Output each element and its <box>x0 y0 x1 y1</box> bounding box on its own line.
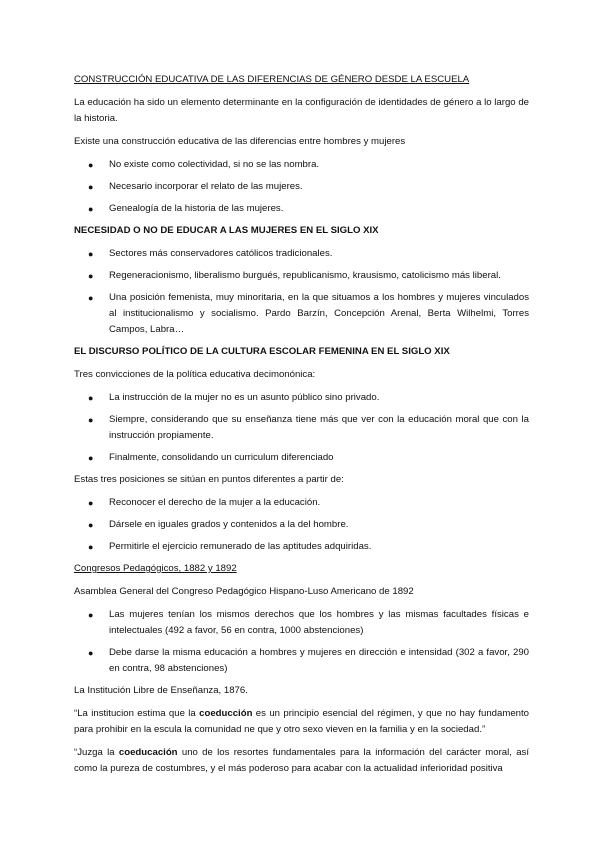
paragraph-convicciones: Tres convicciones de la política educativa decimonónica: <box>74 369 316 380</box>
bullet-icon: ● <box>88 610 94 620</box>
list-item: ● La instrucción de la mujer no es un asunto público sino privado. <box>74 390 529 406</box>
bullet-icon: ● <box>88 393 94 403</box>
list-item: ● No existe como colectividad, si no se las nombra. <box>74 157 529 173</box>
list-item: ● Sectores más conservadores católicos tradicionales. <box>74 246 529 262</box>
list-item: ● Dársele en iguales grados y contenidos a la del hombre. <box>74 517 529 533</box>
paragraph-intro: La educación ha sido un elemento determinante en la configuración de identidades de género a lo largo de la historia. <box>74 97 529 124</box>
list-item: ● Una posición femenista, muy minoritaria, en la que situamos a los hombres y mujeres vinculados al institucionalismo y socialismo. Pardo Barzín, Concepción Arenal, Berta Wilhelmi, Torres Campos, Labra… <box>88 292 529 335</box>
heading-construccion: CONSTRUCCIÓN EDUCATIVA DE LAS DIFERENCIAS DE GÉNERO DESDE LA ESCUELA <box>74 74 470 85</box>
paragraph-posiciones: Estas tres posiciones se sitúan en puntos diferentes a partir de: <box>74 474 344 485</box>
list-item: ● Regeneracionismo, liberalismo burgués, republicanismo, krausismo, catolicismo más liberal. <box>74 268 529 284</box>
list-convicciones <box>74 390 529 466</box>
list-asamblea <box>74 607 529 677</box>
list-construccion <box>74 157 529 217</box>
bullet-icon: ● <box>88 648 94 658</box>
list-necesidad <box>74 246 529 338</box>
quote-coeduccion: “La institucion estima que la coeducción es un principio esencial del régimen, y que no hay fundamento para prohibir en la escula la comunidad ne que y otro sexo vieven en la familia y en la sociedad.” <box>74 708 529 735</box>
heading-discurso: EL DISCURSO POLÍTICO DE LA CULTURA ESCOLAR FEMENINA EN EL SIGLO XIX <box>74 346 450 357</box>
list-item: ● Finalmente, consolidando un curriculum diferenciado <box>74 450 529 466</box>
list-item: ● Permitirle el ejercicio remunerado de las aptitudes adquiridas. <box>74 539 529 555</box>
list-item: ● Siempre, considerando que su enseñanza tiene más que ver con la educación moral que con la instrucción propiamente. <box>88 414 529 441</box>
quote-coeducacion: “Juzga la coeducación uno de los resortes fundamentales para la información del carácter moral, así como la pureza de costumbres, y el más poderoso para acabar con la actualidad inferioridad positiva <box>74 747 530 774</box>
heading-necesidad: NECESIDAD O NO DE EDUCAR A LAS MUJERES EN EL SIGLO XIX <box>74 225 379 236</box>
list-item: ● Las mujeres tenían los mismos derechos que los hombres y las mismas facultades físicas e intelectuales (492 a favor, 56 en contra, 1000 abstenciones) <box>88 609 529 636</box>
paragraph-institucion: La Institución Libre de Enseñanza, 1876. <box>74 685 248 696</box>
list-posiciones <box>74 495 529 555</box>
bullet-icon: ● <box>88 160 94 170</box>
bullet-icon: ● <box>88 271 94 281</box>
bullet-icon: ● <box>88 520 94 530</box>
bullet-icon: ● <box>88 182 94 192</box>
paragraph-construccion: Existe una construcción educativa de las diferencias entre hombres y mujeres <box>74 136 406 147</box>
bullet-icon: ● <box>88 498 94 508</box>
bullet-icon: ● <box>88 542 94 552</box>
bullet-icon: ● <box>88 249 94 259</box>
bullet-icon: ● <box>88 415 94 425</box>
list-item: ● Reconocer el derecho de la mujer a la educación. <box>74 495 529 511</box>
bullet-icon: ● <box>88 204 94 214</box>
list-item: ● Debe darse la misma educación a hombres y mujeres en dirección e intensidad (302 a favor, 290 en contra, 98 abstenciones) <box>88 647 529 674</box>
paragraph-asamblea: Asamblea General del Congreso Pedagógico Hispano-Luso Americano de 1892 <box>74 586 414 597</box>
heading-congresos: Congresos Pedagógicos, 1882 y 1892 <box>74 563 237 574</box>
list-item: ● Genealogía de la historia de las mujeres. <box>74 201 529 217</box>
bullet-icon: ● <box>88 293 94 303</box>
bullet-icon: ● <box>88 453 94 463</box>
list-item: ● Necesario incorporar el relato de las mujeres. <box>74 179 529 195</box>
